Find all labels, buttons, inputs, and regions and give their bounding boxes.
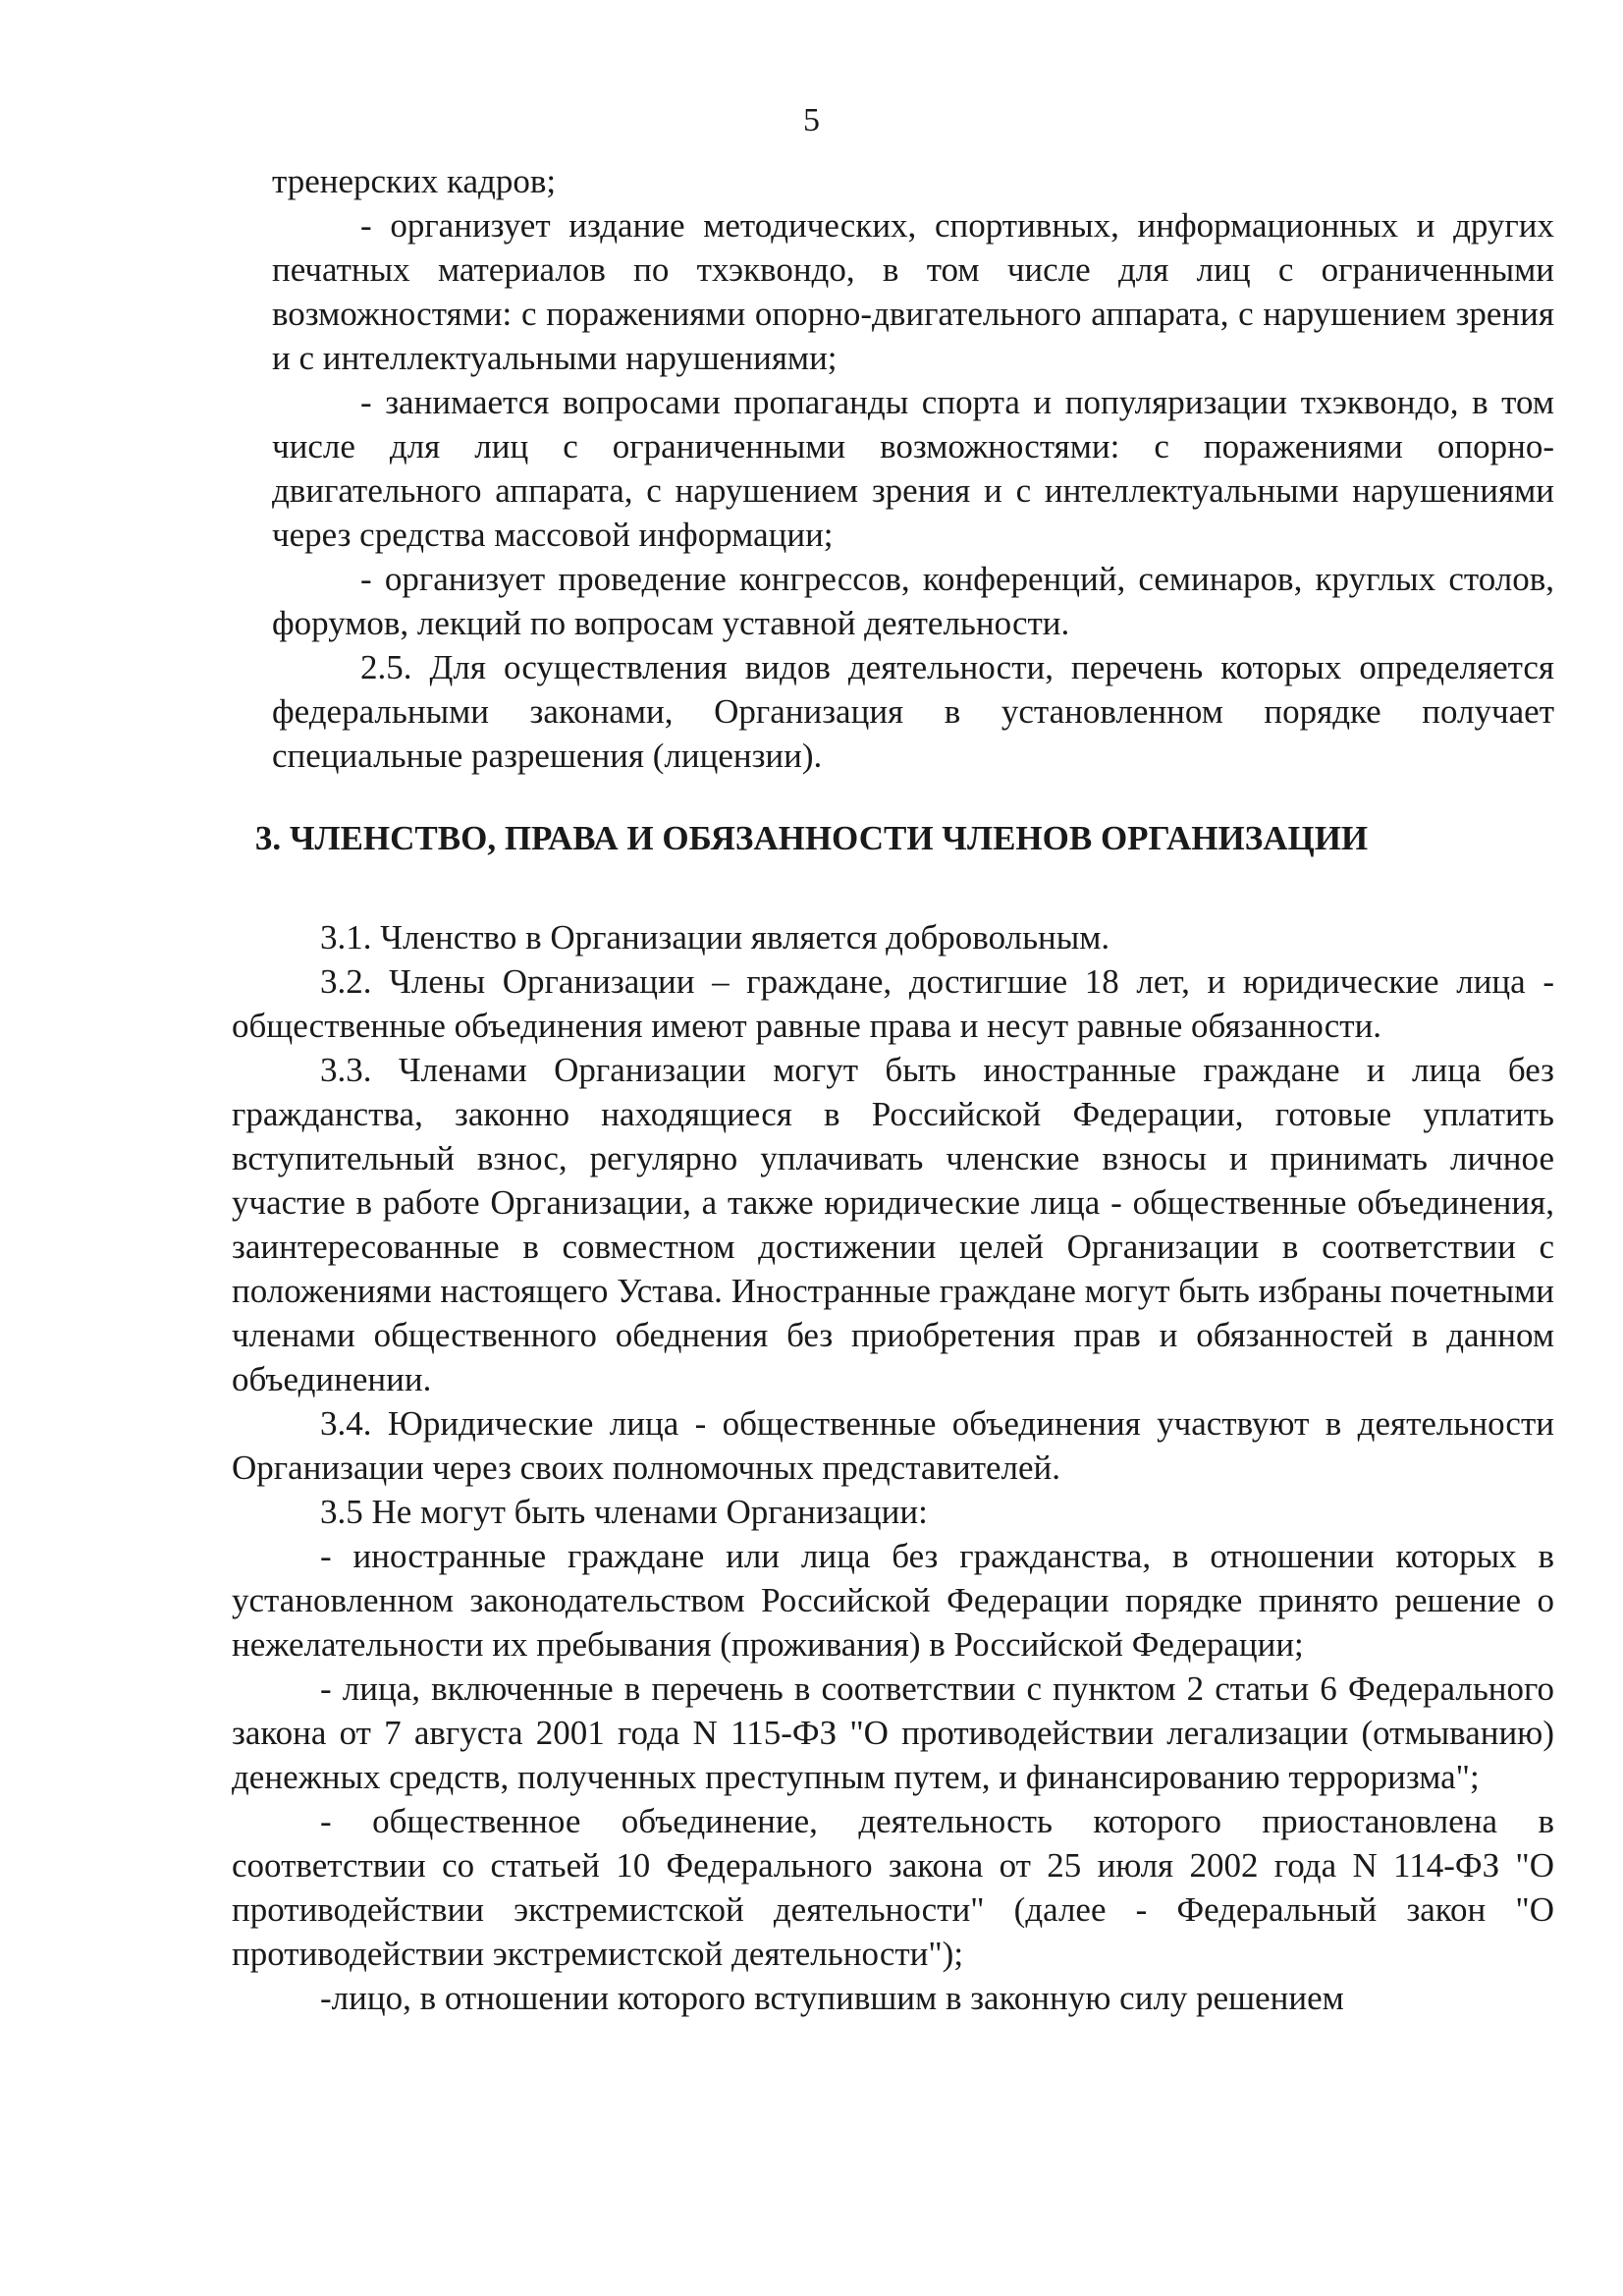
intro-text-block [272,159,1554,778]
section-heading: 3. ЧЛЕНСТВО, ПРАВА И ОБЯЗАННОСТИ ЧЛЕНОВ ОРГАНИЗАЦИИ [254,819,1369,857]
paragraph: - общественное объединение, деятельность которого приостановлена в соответствии со статьей 10 Федерального закона от 25 июля 2002 года N 114-ФЗ "О противодействии экстремистской деятельности" (далее - Федеральный закон "О противодействии экстремистской деятельности"); [232,1802,1554,1973]
paragraph: - занимается вопросами пропаганды спорта и популяризации тхэквондо, в том числе для лиц с ограниченными возможностями: с поражениями опорно-двигательного аппарата, с нарушением зрения и с интеллектуальными нарушениями через средства массовой информации; [272,383,1554,554]
paragraph: 3.1. Членство в Организации является добровольным. [320,918,1110,957]
paragraph: 3.4. Юридические лица - общественные объединения участвуют в деятельности Организации через своих полномочных представителей. [232,1404,1554,1487]
paragraph: 3.3. Членами Организации могут быть иностранные граждане и лица без гражданства, законно находящиеся в Российской Федерации, готовые уплатить вступительный взнос, регулярно уплачивать членские взносы и принимать личное участие в работе Организации, а также юридические лица - общественные объединения, заинтересованные в совместном достижении целей Организации в соответствии с положениями настоящего Устава. Иностранные граждане могут быть избраны почетными членами общественного обеднения без приобретения прав и обязанностей в данном объединении. [232,1051,1554,1398]
paragraph: 3.2. Члены Организации – граждане, достигшие 18 лет, и юридические лица - общественные объединения имеют равные права и несут равные обязанности. [232,962,1554,1045]
paragraph: -лицо, в отношении которого вступившим в законную силу решением [320,1979,1344,2017]
page-number: 5 [803,102,820,138]
paragraph: - организует проведение конгрессов, конференций, семинаров, круглых столов, форумов, лекций по вопросам уставной деятельности. [272,560,1554,642]
paragraph: - лица, включенные в перечень в соответствии с пунктом 2 статьи 6 Федерального закона от 7 августа 2001 года N 115-ФЗ "О противодействии легализации (отмыванию) денежных средств, полученных преступным путем, и финансированию терроризма"; [232,1669,1554,1796]
paragraph: - иностранные граждане или лица без гражданства, в отношении которых в установленном законодательством Российской Федерации порядке принято решение о нежелательности их пребывания (проживания) в Российской Федерации; [232,1537,1554,1664]
paragraph: тренерских кадров; [272,162,557,200]
paragraph: - организует издание методических, спортивных, информационных и других печатных материалов по тхэквондо, в том числе для лиц с ограниченными возможностями: с поражениями опорно-двигательного аппарата, с нарушением зрения и с интеллектуальными нарушениями; [272,206,1554,377]
paragraph: 3.5 Не могут быть членами Организации: [320,1493,928,1531]
section-text-block [232,915,1554,2020]
paragraph: 2.5. Для осуществления видов деятельности, перечень которых определяется федеральными законами, Организация в установленном порядке получает специальные разрешения (лицензии). [272,648,1554,775]
